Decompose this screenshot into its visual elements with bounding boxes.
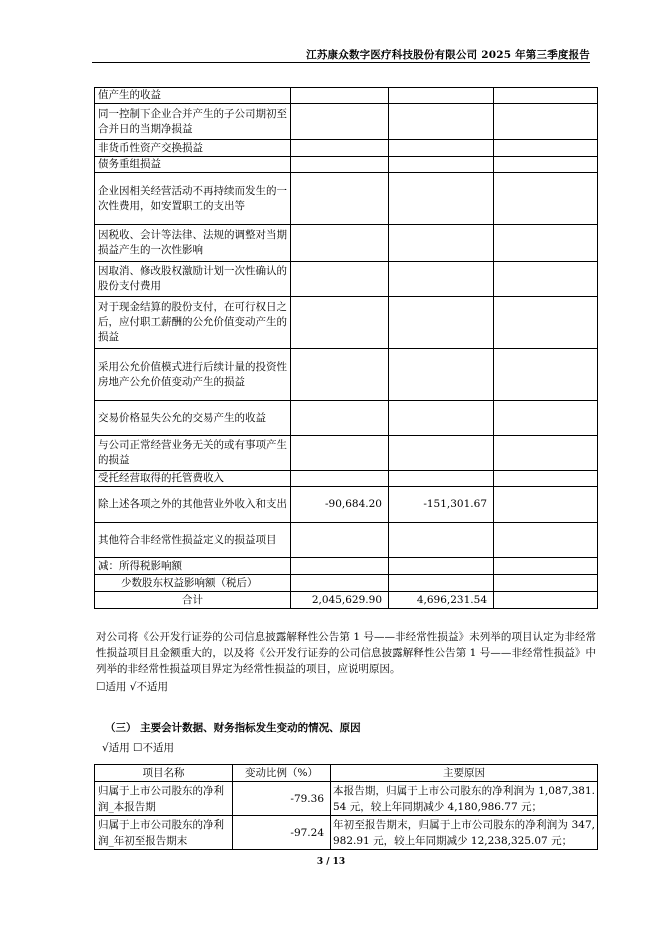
- table-row: [95, 104, 598, 140]
- row-note: [494, 225, 598, 262]
- row-year-to-date-value: [389, 575, 494, 592]
- row-item-label: 企业因相关经营活动不再持续而发生的一次性费用，如安置职工的支出等: [95, 173, 291, 225]
- row-current-period-value: [291, 349, 389, 401]
- row-item-label: 合计: [95, 592, 291, 609]
- table-row: [95, 262, 598, 297]
- header-main-reason: 主要原因: [331, 765, 598, 782]
- table-row: [95, 487, 598, 523]
- row-item-label: 与公司正常经营业务无关的或有事项产生的损益: [95, 436, 291, 471]
- row-note: [494, 523, 598, 558]
- table-row: [95, 88, 598, 104]
- table-row: [95, 349, 598, 401]
- row-current-period-value: [291, 523, 389, 558]
- table-row: [95, 575, 598, 592]
- row-year-to-date-value: -151,301.67: [389, 487, 494, 523]
- table-row: [95, 523, 598, 558]
- row-note: [494, 575, 598, 592]
- row-item-label: 其他符合非经常性损益定义的损益项目: [95, 523, 291, 558]
- row-item-label: 非货币性资产交换损益: [95, 140, 291, 157]
- row-year-to-date-value: [389, 523, 494, 558]
- table-row: [95, 297, 598, 349]
- row-current-period-value: [291, 104, 389, 140]
- table-row: [95, 225, 598, 262]
- row-current-period-value: [291, 88, 389, 104]
- section-3-title: （三） 主要会计数据、财务指标发生变动的情况、原因: [105, 722, 361, 734]
- row-change-ratio: -79.36: [233, 782, 331, 816]
- row-current-period-value: [291, 575, 389, 592]
- row-current-period-value: [291, 225, 389, 262]
- row-year-to-date-value: 4,696,231.54: [389, 592, 494, 609]
- row-item-label: 采用公允价值模式进行后续计量的投资性房地产公允价值变动产生的损益: [95, 349, 291, 401]
- row-item-label: 减：所得税影响额: [95, 558, 291, 575]
- row-note: [494, 173, 598, 225]
- row-main-reason: 本报告期，归属于上市公司股东的净利润为 1,087,381.54 元，较上年同期减少 4,180,986.77 元；: [331, 782, 598, 816]
- key-data-change-table: [94, 764, 598, 850]
- row-item-label: 因取消、修改股权激励计划一次性确认的股份支付费用: [95, 262, 291, 297]
- header-item-name: 项目名称: [95, 765, 233, 782]
- table-row: [95, 558, 598, 575]
- table-row: [95, 436, 598, 471]
- row-current-period-value: 2,045,629.90: [291, 592, 389, 609]
- row-item-label: 除上述各项之外的其他营业外收入和支出: [95, 487, 291, 523]
- row-current-period-value: [291, 262, 389, 297]
- applicability-options-1: ☐适用 √不适用: [96, 681, 168, 693]
- row-year-to-date-value: [389, 157, 494, 173]
- row-note: [494, 401, 598, 436]
- row-note: [494, 262, 598, 297]
- row-year-to-date-value: [389, 401, 494, 436]
- page-number: 3 / 13: [316, 857, 346, 867]
- non-recurring-gains-table: [94, 87, 598, 609]
- row-item-label: 同一控制下企业合并产生的子公司期初至合并日的当期净损益: [95, 104, 291, 140]
- row-note: [494, 592, 598, 609]
- row-current-period-value: [291, 173, 389, 225]
- row-note: [494, 88, 598, 104]
- table-row: [95, 471, 598, 487]
- row-current-period-value: [291, 558, 389, 575]
- row-year-to-date-value: [389, 173, 494, 225]
- row-current-period-value: [291, 297, 389, 349]
- row-item-label: 受托经营取得的托管费收入: [95, 471, 291, 487]
- row-note: [494, 558, 598, 575]
- row-year-to-date-value: [389, 225, 494, 262]
- row-change-ratio: -97.24: [233, 816, 331, 850]
- row-main-reason: 年初至报告期末，归属于上市公司股东的净利润为 347,982.91 元，较上年同期减少 12,238,325.07 元；: [331, 816, 598, 850]
- row-year-to-date-value: [389, 471, 494, 487]
- header-change-ratio: 变动比例（%）: [233, 765, 331, 782]
- row-note: [494, 349, 598, 401]
- row-item-label: 交易价格显失公允的交易产生的收益: [95, 401, 291, 436]
- row-year-to-date-value: [389, 436, 494, 471]
- row-item-label: 少数股东权益影响额（税后）: [95, 575, 291, 592]
- row-note: [494, 140, 598, 157]
- row-note: [494, 436, 598, 471]
- row-note: [494, 104, 598, 140]
- row-year-to-date-value: [389, 140, 494, 157]
- disclosure-paragraph: 对公司将《公开发行证券的公司信息披露解释性公告第 1 号——非经常性损益》未列举的项目认定为非经常性损益项目且金额重大的，以及将《公开发行证券的公司信息披露解释性公告第 1 号——非经常性损益》中列举的非经常性损益项目界定为经常性损益的项目，应说明原因。: [96, 631, 596, 675]
- row-item-label: 对于现金结算的股份支付，在可行权日之后，应付职工薪酬的公允价值变动产生的损益: [95, 297, 291, 349]
- header-divider: [92, 62, 590, 63]
- row-year-to-date-value: [389, 104, 494, 140]
- row-note: [494, 471, 598, 487]
- row-year-to-date-value: [389, 262, 494, 297]
- row-item-name: 归属于上市公司股东的净利润_本报告期: [95, 782, 233, 816]
- row-item-label: 债务重组损益: [95, 157, 291, 173]
- table-row: [95, 401, 598, 436]
- row-year-to-date-value: [389, 558, 494, 575]
- row-note: [494, 297, 598, 349]
- row-current-period-value: -90,684.20: [291, 487, 389, 523]
- applicability-options-2: √适用 ☐不适用: [102, 742, 174, 754]
- row-current-period-value: [291, 401, 389, 436]
- table-row: [95, 592, 598, 609]
- row-current-period-value: [291, 471, 389, 487]
- row-year-to-date-value: [389, 349, 494, 401]
- row-current-period-value: [291, 157, 389, 173]
- row-year-to-date-value: [389, 88, 494, 104]
- report-header-title: 江苏康众数字医疗科技股份有限公司 2025 年第三季度报告: [306, 49, 590, 61]
- row-item-name: 归属于上市公司股东的净利润_年初至报告期末: [95, 816, 233, 850]
- table-row: [95, 140, 598, 157]
- row-current-period-value: [291, 436, 389, 471]
- table-row: [95, 157, 598, 173]
- row-note: [494, 487, 598, 523]
- row-year-to-date-value: [389, 297, 494, 349]
- row-note: [494, 157, 598, 173]
- row-item-label: 值产生的收益: [95, 88, 291, 104]
- row-current-period-value: [291, 140, 389, 157]
- row-item-label: 因税收、会计等法律、法规的调整对当期损益产生的一次性影响: [95, 225, 291, 262]
- table-row: [95, 173, 598, 225]
